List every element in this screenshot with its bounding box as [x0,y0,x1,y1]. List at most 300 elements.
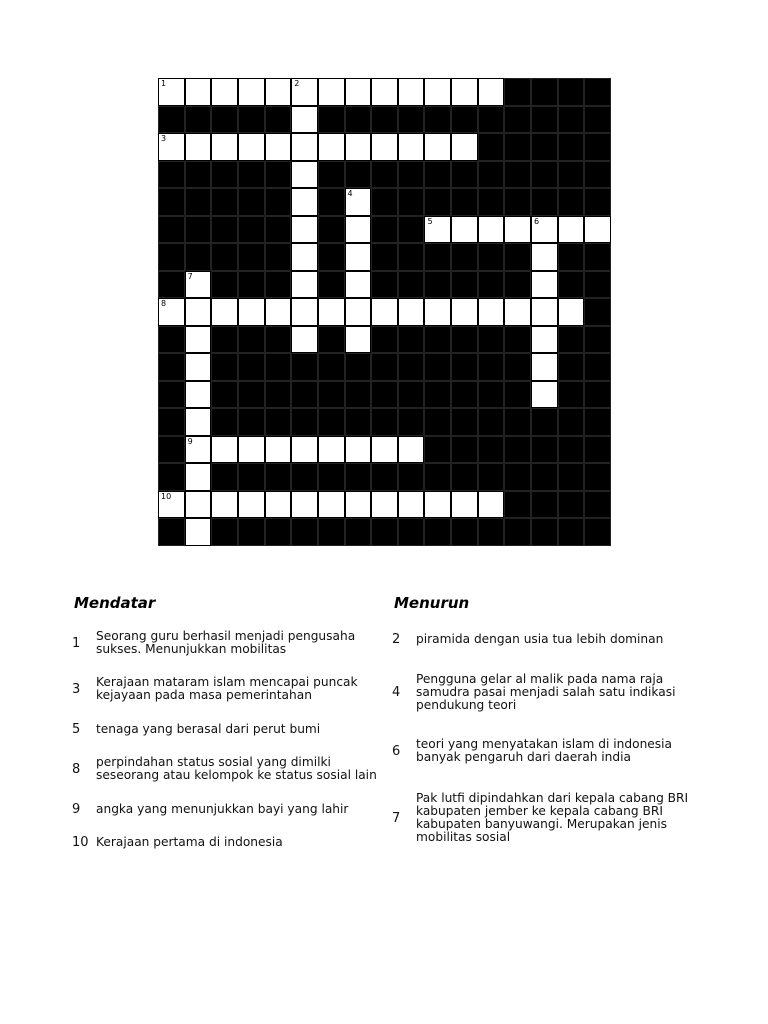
grid-cell-blocked [424,243,451,271]
grid-cell-blocked [424,106,451,134]
grid-cell-blocked [558,326,585,354]
clue-number: 1 [72,635,81,651]
grid-cell-open[interactable] [398,298,425,326]
grid-cell-blocked [424,518,451,546]
grid-cell-blocked [424,161,451,189]
clue-text: Kerajaan pertama di indonesia [96,834,283,849]
grid-cell-open[interactable] [345,436,372,464]
grid-cell-blocked [318,326,345,354]
grid-cell-blocked [531,463,558,491]
grid-cell-blocked [371,188,398,216]
grid-cell-blocked [371,106,398,134]
grid-cell-blocked [291,353,318,381]
grid-cell-blocked [451,188,478,216]
grid-cell-blocked [211,518,238,546]
grid-cell-open[interactable] [211,298,238,326]
grid-cell-open[interactable] [531,353,558,381]
grid-cell-open[interactable] [558,298,585,326]
grid-cell-open[interactable] [504,298,531,326]
grid-cell-blocked [478,518,505,546]
grid-cell-open[interactable] [318,78,345,106]
grid-cell-open[interactable] [265,78,292,106]
clue-text: Pengguna gelar al malik pada nama raja samudra pasai menjadi salah satu indikasi pendukung teori [416,671,676,712]
grid-cell-open[interactable] [531,243,558,271]
grid-cell-open[interactable] [531,298,558,326]
grid-cell-blocked [185,243,212,271]
grid-cell-blocked [211,271,238,299]
grid-cell-blocked [158,188,185,216]
grid-cell-blocked [345,106,372,134]
cell-number: 5 [427,216,433,226]
grid-cell-open[interactable] [398,491,425,519]
grid-cell-blocked [424,271,451,299]
grid-cell-open[interactable] [211,133,238,161]
grid-cell-open[interactable] [211,78,238,106]
grid-cell-blocked [371,353,398,381]
grid-cell-blocked [211,353,238,381]
grid-cell-open[interactable] [238,298,265,326]
grid-cell-blocked [238,216,265,244]
grid-cell-open[interactable] [291,298,318,326]
grid-cell-blocked [451,436,478,464]
grid-cell-open[interactable] [371,436,398,464]
grid-cell-open[interactable] [478,78,505,106]
grid-cell-open[interactable] [345,326,372,354]
cell-number: 2 [294,79,300,88]
grid-cell-blocked [558,133,585,161]
grid-cell-blocked [451,106,478,134]
grid-cell-blocked [558,161,585,189]
grid-cell-blocked [158,161,185,189]
grid-cell-blocked [504,436,531,464]
grid-cell-blocked [584,106,611,134]
grid-cell-blocked [424,436,451,464]
grid-cell-blocked [558,381,585,409]
grid-cell-blocked [558,188,585,216]
grid-cell-blocked [558,78,585,106]
cell-number: 1 [161,79,167,88]
grid-cell-open[interactable] [291,243,318,271]
grid-cell-blocked [398,463,425,491]
grid-cell-blocked [558,491,585,519]
grid-cell-open[interactable] [424,298,451,326]
grid-cell-blocked [478,408,505,436]
grid-cell-open[interactable] [185,353,212,381]
grid-cell-blocked [451,353,478,381]
down-clue-6 [392,738,692,764]
grid-cell-blocked [345,161,372,189]
grid-cell-blocked [238,408,265,436]
clue-text: piramida dengan usia tua lebih dominan [416,631,664,646]
grid-cell-blocked [451,271,478,299]
grid-cell-blocked [504,518,531,546]
grid-cell-open[interactable] [318,436,345,464]
grid-cell-blocked [558,353,585,381]
grid-cell-blocked [238,381,265,409]
grid-cell-open[interactable] [531,216,558,244]
clue-text: tenaga yang berasal dari perut bumi [96,721,321,736]
grid-cell-blocked [504,381,531,409]
grid-cell-blocked [584,381,611,409]
grid-cell-open[interactable] [291,133,318,161]
grid-cell-open[interactable] [345,78,372,106]
grid-cell-open[interactable] [211,436,238,464]
clue-text: perpindahan status sosial yang dimilki seseorang atau kelompok ke status sosial lain [96,755,377,782]
grid-cell-blocked [504,161,531,189]
grid-cell-blocked [424,353,451,381]
grid-cell-blocked [504,106,531,134]
grid-cell-blocked [584,463,611,491]
grid-cell-blocked [238,243,265,271]
grid-cell-blocked [211,463,238,491]
across-clue-10 [72,835,372,849]
grid-cell-blocked [211,188,238,216]
across-title: Mendatar [74,594,156,612]
grid-cell-blocked [265,381,292,409]
grid-cell-blocked [558,463,585,491]
grid-cell-blocked [265,353,292,381]
grid-cell-blocked [558,436,585,464]
grid-cell-blocked [558,408,585,436]
grid-cell-open[interactable] [238,78,265,106]
grid-cell-blocked [478,271,505,299]
grid-cell-blocked [265,216,292,244]
grid-cell-open[interactable] [531,381,558,409]
grid-cell-open[interactable] [345,243,372,271]
grid-cell-blocked [478,133,505,161]
clue-text: Kerajaan mataram islam mencapai puncak kejayaan pada masa pemerintahan [96,675,358,702]
grid-cell-blocked [478,436,505,464]
grid-cell-blocked [265,518,292,546]
grid-cell-blocked [531,491,558,519]
grid-cell-open[interactable] [318,133,345,161]
grid-cell-blocked [424,381,451,409]
grid-cell-blocked [265,188,292,216]
grid-cell-blocked [185,216,212,244]
grid-cell-blocked [371,381,398,409]
grid-cell-open[interactable] [185,298,212,326]
grid-cell-open[interactable] [291,161,318,189]
grid-cell-blocked [371,243,398,271]
grid-cell-blocked [451,463,478,491]
grid-cell-blocked [345,518,372,546]
grid-cell-blocked [265,243,292,271]
grid-cell-open[interactable] [291,491,318,519]
grid-cell-open[interactable] [265,298,292,326]
clue-text: angka yang menunjukkan bayi yang lahir [96,801,349,816]
cell-number: 6 [534,216,540,226]
cell-number: 9 [187,436,193,446]
across-clue-9 [72,802,372,816]
grid-cell-open[interactable] [291,271,318,299]
down-clue-2 [392,632,692,646]
grid-cell-open[interactable] [371,298,398,326]
grid-cell-open[interactable] [398,78,425,106]
grid-cell-open[interactable] [558,216,585,244]
grid-cell-blocked [158,436,185,464]
grid-cell-blocked [371,161,398,189]
grid-cell-open[interactable] [185,436,212,464]
grid-cell-blocked [451,408,478,436]
down-clue-4 [392,672,692,712]
grid-cell-blocked [584,133,611,161]
grid-cell-blocked [504,463,531,491]
clue-text: Pak lutfi dipindahkan dari kepala cabang BRI kabupaten jember ke kepala cabang BRI kabupaten banyuwangi. Merupakan jenis mobilitas sosial [416,791,689,844]
grid-cell-blocked [478,161,505,189]
grid-cell-open[interactable] [451,491,478,519]
grid-cell-open[interactable] [238,133,265,161]
grid-cell-blocked [318,161,345,189]
grid-cell-blocked [504,408,531,436]
grid-cell-blocked [238,518,265,546]
grid-cell-open[interactable] [265,491,292,519]
grid-cell-blocked [318,381,345,409]
grid-cell-blocked [318,216,345,244]
grid-cell-open[interactable] [291,106,318,134]
grid-cell-blocked [318,463,345,491]
across-clue-3 [72,676,372,702]
grid-cell-open[interactable] [398,436,425,464]
grid-cell-blocked [291,518,318,546]
grid-cell-blocked [371,518,398,546]
grid-cell-open[interactable] [371,133,398,161]
grid-cell-blocked [584,243,611,271]
grid-cell-blocked [531,518,558,546]
grid-cell-open[interactable] [424,216,451,244]
grid-cell-blocked [238,353,265,381]
grid-cell-blocked [558,518,585,546]
grid-cell-open[interactable] [185,381,212,409]
grid-cell-blocked [584,518,611,546]
clue-number: 10 [72,834,89,850]
cell-number: 10 [161,491,172,501]
grid-cell-blocked [584,326,611,354]
grid-cell-blocked [451,161,478,189]
grid-cell-open[interactable] [211,491,238,519]
grid-cell-open[interactable] [185,518,212,546]
clue-number: 8 [72,761,81,777]
grid-cell-open[interactable] [451,298,478,326]
clue-number: 6 [392,743,401,759]
grid-cell-blocked [291,381,318,409]
grid-cell-open[interactable] [345,298,372,326]
clue-number: 7 [392,810,401,826]
grid-cell-blocked [345,408,372,436]
grid-cell-blocked [398,188,425,216]
grid-cell-open[interactable] [291,436,318,464]
grid-cell-blocked [158,106,185,134]
grid-cell-open[interactable] [318,298,345,326]
grid-cell-blocked [265,271,292,299]
grid-cell-blocked [318,518,345,546]
grid-cell-blocked [584,271,611,299]
grid-cell-blocked [158,463,185,491]
grid-cell-blocked [345,381,372,409]
grid-cell-open[interactable] [291,188,318,216]
clue-text: teori yang menyatakan islam di indonesia banyak pengaruh dari daerah india [416,737,673,764]
grid-cell-blocked [371,326,398,354]
grid-cell-open[interactable] [185,78,212,106]
cell-number: 3 [161,134,167,144]
grid-cell-open[interactable] [345,133,372,161]
grid-cell-blocked [584,78,611,106]
grid-cell-blocked [451,326,478,354]
grid-cell-blocked [185,188,212,216]
grid-cell-blocked [371,463,398,491]
grid-cell-blocked [504,353,531,381]
grid-cell-open[interactable] [424,78,451,106]
grid-cell-blocked [584,298,611,326]
grid-cell-open[interactable] [345,271,372,299]
across-clue-8 [72,756,382,782]
clue-number: 9 [72,801,81,817]
grid-cell-blocked [371,216,398,244]
grid-cell-open[interactable] [185,326,212,354]
grid-cell-open[interactable] [345,491,372,519]
grid-cell-blocked [238,463,265,491]
grid-cell-blocked [398,243,425,271]
across-clue-1 [72,630,372,656]
grid-cell-blocked [584,408,611,436]
grid-cell-open[interactable] [451,133,478,161]
grid-cell-blocked [424,326,451,354]
clue-number: 2 [392,631,401,647]
grid-cell-open[interactable] [185,408,212,436]
grid-cell-blocked [584,188,611,216]
grid-cell-open[interactable] [531,326,558,354]
grid-cell-blocked [504,271,531,299]
grid-cell-blocked [238,271,265,299]
grid-cell-open[interactable] [158,491,185,519]
grid-cell-open[interactable] [185,491,212,519]
grid-cell-blocked [345,353,372,381]
grid-cell-blocked [478,326,505,354]
grid-cell-blocked [238,188,265,216]
grid-cell-blocked [558,106,585,134]
grid-cell-open[interactable] [291,216,318,244]
grid-cell-blocked [211,216,238,244]
grid-cell-open[interactable] [478,491,505,519]
grid-cell-blocked [478,243,505,271]
grid-cell-blocked [318,271,345,299]
grid-cell-open[interactable] [451,216,478,244]
grid-cell-blocked [185,161,212,189]
grid-cell-open[interactable] [478,216,505,244]
grid-cell-blocked [265,161,292,189]
grid-cell-blocked [158,216,185,244]
grid-cell-blocked [424,188,451,216]
grid-cell-open[interactable] [185,271,212,299]
grid-cell-open[interactable] [318,491,345,519]
grid-cell-blocked [318,243,345,271]
grid-cell-blocked [398,353,425,381]
grid-cell-blocked [531,161,558,189]
grid-cell-blocked [584,353,611,381]
cell-number: 7 [187,271,193,281]
grid-cell-blocked [504,326,531,354]
grid-cell-open[interactable] [291,78,318,106]
grid-cell-blocked [318,106,345,134]
grid-cell-blocked [158,518,185,546]
grid-cell-blocked [211,106,238,134]
grid-cell-open[interactable] [265,133,292,161]
grid-cell-blocked [478,353,505,381]
grid-cell-open[interactable] [185,133,212,161]
grid-cell-blocked [478,106,505,134]
grid-cell-open[interactable] [504,216,531,244]
grid-cell-open[interactable] [424,491,451,519]
grid-cell-blocked [451,381,478,409]
grid-cell-open[interactable] [158,133,185,161]
grid-cell-blocked [158,326,185,354]
grid-cell-open[interactable] [345,188,372,216]
grid-cell-open[interactable] [291,326,318,354]
grid-cell-blocked [265,326,292,354]
grid-cell-open[interactable] [584,216,611,244]
grid-cell-blocked [238,106,265,134]
grid-cell-open[interactable] [451,78,478,106]
grid-cell-blocked [211,408,238,436]
grid-cell-blocked [265,463,292,491]
grid-cell-blocked [158,381,185,409]
grid-cell-open[interactable] [265,436,292,464]
grid-cell-open[interactable] [424,133,451,161]
grid-cell-blocked [531,188,558,216]
grid-cell-blocked [398,161,425,189]
grid-cell-blocked [345,463,372,491]
grid-cell-blocked [318,188,345,216]
grid-cell-blocked [185,106,212,134]
grid-cell-blocked [584,161,611,189]
grid-cell-blocked [504,78,531,106]
grid-cell-blocked [371,408,398,436]
grid-cell-blocked [424,408,451,436]
grid-cell-open[interactable] [398,133,425,161]
grid-cell-blocked [158,408,185,436]
grid-cell-blocked [478,188,505,216]
grid-cell-blocked [371,271,398,299]
grid-cell-open[interactable] [185,463,212,491]
grid-cell-blocked [265,106,292,134]
grid-cell-blocked [398,326,425,354]
grid-cell-open[interactable] [158,298,185,326]
grid-cell-open[interactable] [238,491,265,519]
grid-cell-blocked [424,463,451,491]
grid-cell-blocked [265,408,292,436]
grid-cell-blocked [158,271,185,299]
grid-cell-blocked [158,353,185,381]
grid-cell-blocked [238,326,265,354]
grid-cell-open[interactable] [371,491,398,519]
grid-cell-blocked [398,106,425,134]
grid-cell-open[interactable] [371,78,398,106]
grid-cell-blocked [211,381,238,409]
grid-cell-blocked [584,491,611,519]
down-clue-7 [392,791,692,845]
grid-cell-blocked [531,133,558,161]
grid-cell-blocked [558,271,585,299]
grid-cell-blocked [478,381,505,409]
grid-cell-open[interactable] [158,78,185,106]
grid-cell-open[interactable] [531,271,558,299]
grid-cell-blocked [531,106,558,134]
cell-number: 8 [161,299,167,309]
grid-cell-open[interactable] [238,436,265,464]
grid-cell-blocked [531,408,558,436]
grid-cell-open[interactable] [478,298,505,326]
grid-cell-open[interactable] [345,216,372,244]
grid-cell-blocked [504,491,531,519]
